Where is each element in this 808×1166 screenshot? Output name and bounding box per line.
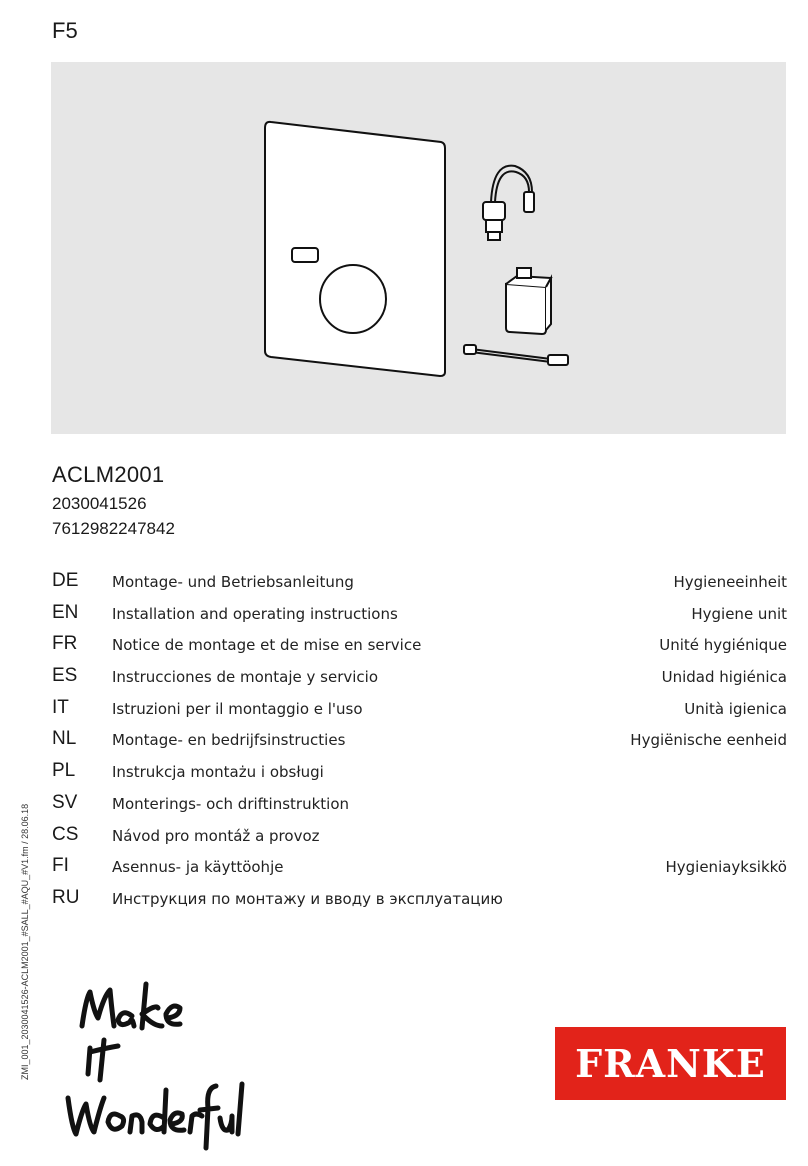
product-name: Unidad higiénica (661, 668, 787, 687)
product-illustration (51, 62, 786, 434)
franke-logo (555, 1027, 786, 1100)
manual-title: Montage- und Betriebsanleitung (112, 573, 354, 591)
manual-title: Montage- en bedrijfsinstructies (112, 731, 346, 750)
manual-title: Instrucciones de montaje y servicio (112, 668, 379, 687)
product-drawing (51, 62, 786, 434)
product-name: Hygieneeinheit (673, 573, 787, 591)
language-list (52, 568, 787, 917)
manual-title: Instrukcja montażu i obsługi (112, 763, 324, 782)
manual-title: Istruzioni per il montaggio e l'uso (112, 699, 363, 718)
page-label: F5 (52, 18, 78, 43)
article-number: 2030041526 (52, 494, 147, 513)
product-name: Hygiënische eenheid (630, 731, 787, 750)
language-code: ES (52, 665, 78, 687)
language-row-nl (52, 726, 787, 758)
language-code: EN (52, 601, 79, 623)
language-row-fi (52, 853, 787, 885)
slogan-graphic (60, 978, 250, 1158)
language-code: CS (52, 823, 79, 845)
product-name: Unità igienica (684, 699, 787, 718)
product-name: Hygieniayksikkö (665, 858, 787, 877)
language-code: SV (52, 791, 78, 813)
slogan-handwriting (60, 978, 250, 1163)
ean-code: 7612982247842 (52, 519, 175, 538)
language-row-fr (52, 631, 787, 663)
manual-title: Инструкция по монтажу и вводу в эксплуатацию (112, 889, 503, 908)
language-row-ru (52, 885, 787, 917)
language-code: NL (52, 728, 77, 750)
manual-title: Návod pro montáž a provoz (112, 826, 320, 845)
product-name: Unité hygiénique (659, 636, 787, 655)
language-row-pl (52, 758, 787, 790)
language-code: FI (52, 855, 69, 877)
language-row-it (52, 695, 787, 727)
language-row-sv (52, 790, 787, 822)
language-code: IT (52, 696, 69, 718)
manual-title: Notice de montage et de mise en service (112, 636, 422, 655)
manual-title: Installation and operating instructions (112, 604, 398, 623)
language-code: DE (52, 570, 79, 591)
language-code: RU (52, 886, 80, 908)
manual-title: Asennus- ja käyttöohje (112, 858, 284, 877)
document-reference: ZMI_001_2030041526-ACLM2001_#SALL_#AQU_#V1.fm / 28.06.18 (20, 803, 30, 1080)
language-row-de (52, 568, 787, 600)
language-code: PL (52, 760, 76, 782)
language-row-es (52, 663, 787, 695)
manual-title: Monterings- och driftinstruktion (112, 794, 350, 813)
language-row-cs (52, 822, 787, 854)
language-code: FR (52, 633, 78, 655)
logo-text: FRANKE (575, 1041, 766, 1086)
product-name: Hygiene unit (691, 604, 787, 623)
language-row-en (52, 600, 787, 632)
model-number: ACLM2001 (52, 462, 165, 487)
